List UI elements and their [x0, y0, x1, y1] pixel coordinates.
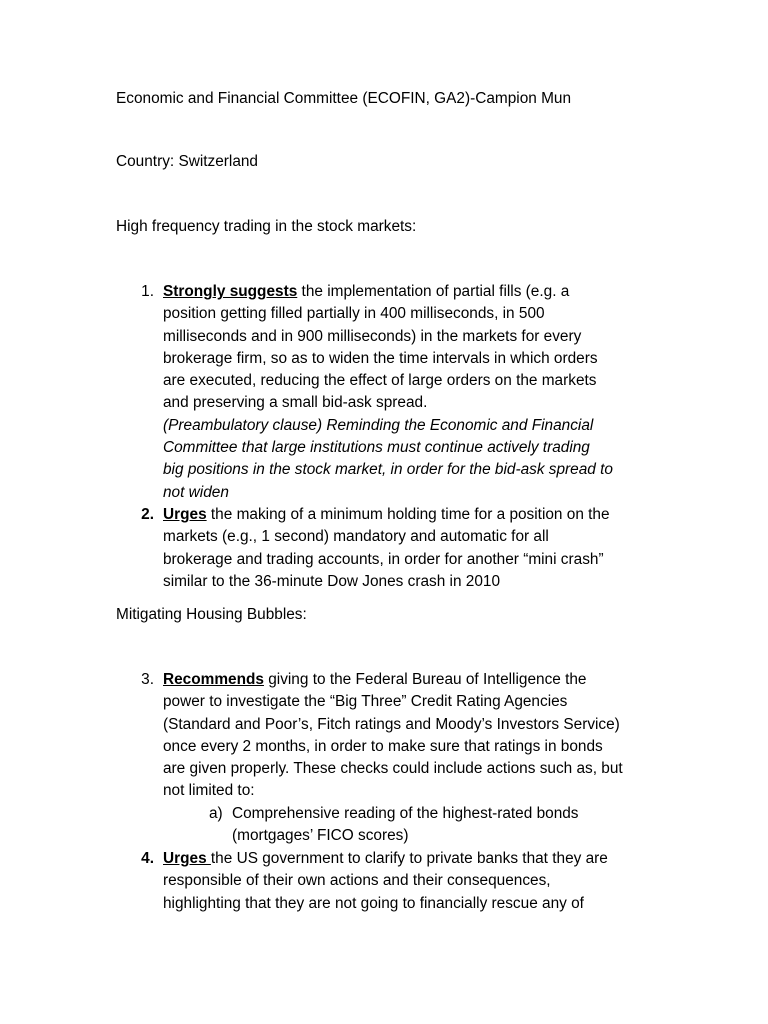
clause-number: 1.	[141, 283, 154, 300]
operative-keyword: Strongly suggests	[163, 283, 298, 300]
clause-text: (Standard and Poor’s, Fitch ratings and Moody’s Investors Service)	[163, 715, 620, 733]
operative-keyword: Urges	[163, 506, 207, 523]
clause-text: are given properly. These checks could include actions such as, but	[163, 760, 623, 778]
operative-keyword: Urges	[163, 850, 211, 867]
clause-text: are executed, reducing the effect of large orders on the markets	[163, 372, 597, 390]
clause-number: 2.	[141, 506, 154, 523]
clause-text: the making of a minimum holding time for a position on the	[206, 506, 610, 523]
clause-text: once every 2 months, in order to make sure that ratings in bonds	[163, 737, 603, 755]
clause-text: the implementation of partial fills (e.g. a	[297, 283, 570, 300]
sub-clause-text: (mortgages’ FICO scores)	[232, 827, 409, 845]
clause-body	[163, 504, 653, 593]
clause-number: 3.	[141, 671, 154, 688]
sub-clause-text: Comprehensive reading of the highest-rated bonds	[232, 805, 579, 822]
clause-text: similar to the 36-minute Dow Jones crash in 2010	[163, 572, 501, 590]
clause-text: not limited to:	[163, 782, 255, 800]
section-title-housing: Mitigating Housing Bubbles:	[116, 606, 307, 623]
clause-text: giving to the Federal Bureau of Intelligence the	[263, 671, 587, 688]
clause-text: highlighting that they are not going to financially rescue any of	[163, 894, 584, 912]
clause-text: the US government to clarify to private banks that they are	[210, 850, 608, 867]
preambulatory-text: Committee that large institutions must continue actively trading	[163, 439, 590, 457]
country-line: Country: Switzerland	[116, 153, 258, 170]
clause-number: 4.	[141, 850, 154, 867]
clause-text: responsible of their own actions and their consequences,	[163, 872, 551, 890]
preambulatory-text: not widen	[163, 483, 229, 501]
clause-text: power to investigate the “Big Three” Credit Rating Agencies	[163, 693, 568, 711]
clause-text: and preserving a small bid-ask spread.	[163, 394, 428, 412]
sub-clause-body	[232, 803, 662, 848]
sub-clause-letter: a)	[209, 805, 223, 822]
preambulatory-text: big positions in the stock market, in order for the bid-ask spread to	[163, 461, 613, 479]
operative-keyword: Recommends	[163, 671, 264, 688]
clause-text: milliseconds and in 900 milliseconds) in the markets for every	[163, 327, 582, 345]
clause-body	[163, 848, 653, 915]
committee-heading: Economic and Financial Committee (ECOFIN, GA2)-Campion Mun	[116, 90, 572, 107]
clause-body	[163, 281, 653, 504]
clause-body	[163, 669, 653, 803]
section-title-hft: High frequency trading in the stock markets:	[116, 218, 417, 235]
clause-text: brokerage firm, so as to widen the time intervals in which orders	[163, 349, 598, 367]
clause-text: brokerage and trading accounts, in order for another “mini crash”	[163, 550, 604, 568]
preambulatory-text: (Preambulatory clause) Reminding the Economic and Financial	[163, 416, 594, 434]
clause-text: markets (e.g., 1 second) mandatory and automatic for all	[163, 528, 549, 546]
clause-text: position getting filled partially in 400 milliseconds, in 500	[163, 305, 545, 323]
